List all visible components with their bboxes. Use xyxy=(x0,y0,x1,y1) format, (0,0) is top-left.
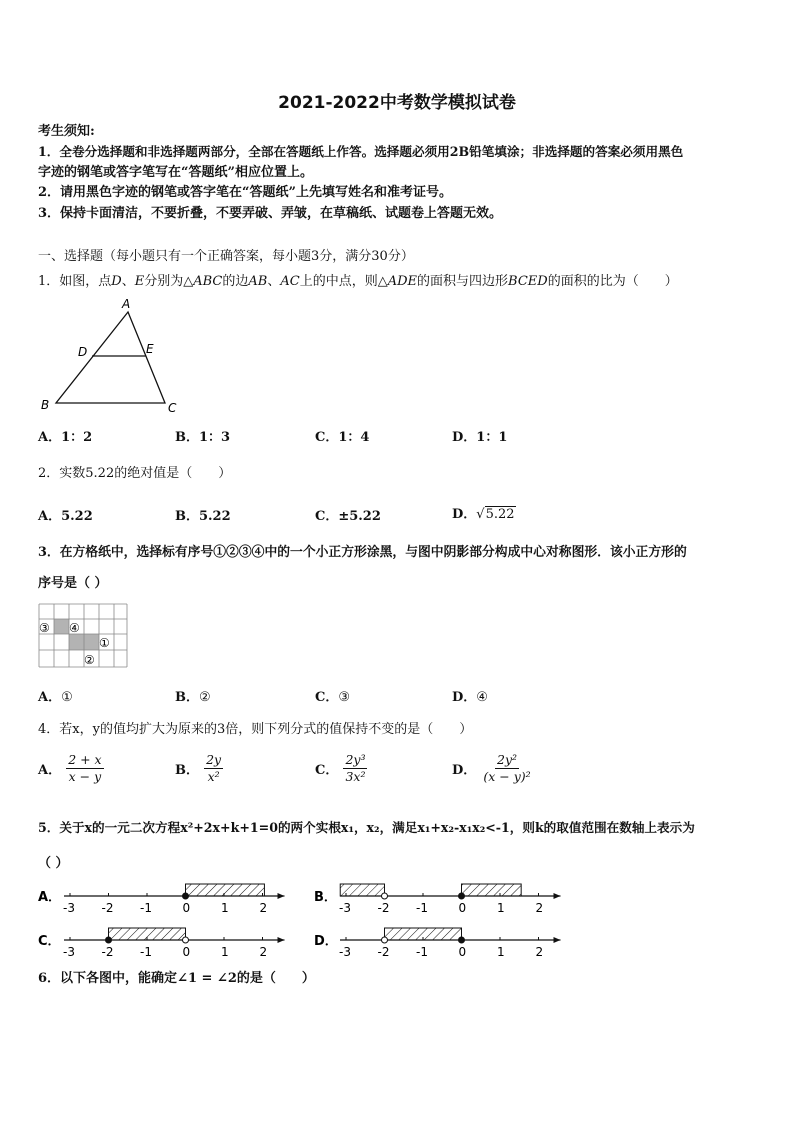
q3-option-b-mark: ② xyxy=(199,690,211,705)
q2-option-c[interactable]: C．±5.22 xyxy=(315,509,381,524)
axis-arrow xyxy=(554,893,561,899)
sqrt-sign: √ xyxy=(476,507,485,522)
number-line-option-label: C． xyxy=(38,934,61,949)
axis-tick-label: 1 xyxy=(497,901,505,915)
axis-tick-label: -2 xyxy=(377,901,390,915)
axis-arrow xyxy=(278,893,285,899)
q4-option-b-label: B． xyxy=(175,763,199,778)
q3-option-c-label: C． xyxy=(315,690,339,705)
q1-sep-2: 、 xyxy=(267,274,281,289)
vertex-c-label: C xyxy=(168,401,177,415)
q5-number-lines xyxy=(36,878,576,968)
number-line-option-label: A． xyxy=(38,890,62,905)
axis-tick-label: -2 xyxy=(377,945,390,959)
q1-text-5: 的面积与四边形 xyxy=(417,274,509,289)
closed-endpoint xyxy=(459,937,465,943)
shaded-square-1 xyxy=(54,619,69,634)
notice-line-1b: 字迹的钢笔或答字笔写在“答题纸”相应位置上。 xyxy=(38,165,313,180)
q4-option-a[interactable] xyxy=(38,752,104,785)
q1-sep-1: 、 xyxy=(121,274,135,289)
q3-grid-figure xyxy=(37,603,129,669)
triangle-abc-outline xyxy=(56,312,165,403)
axis-tick-label: -3 xyxy=(339,901,351,915)
section-heading: 一、选择题（每小题只有一个正确答案，每小题3分，满分30分） xyxy=(38,249,414,264)
axis-tick-label: 0 xyxy=(182,945,191,959)
q1-option-b[interactable]: B．1：3 xyxy=(175,430,231,445)
axis-tick-label: 2 xyxy=(259,945,268,959)
question-3-stem-a: 3．在方格纸中，选择标有序号①②③④中的一个小正方形涂黑，与图中阴影部分构成中心对称图形．该小正方形的 xyxy=(38,545,687,560)
open-endpoint xyxy=(382,937,388,943)
question-2-stem: 2．实数5.22的绝对值是（ ） xyxy=(38,466,232,481)
grid-label-3: ③ xyxy=(39,621,50,635)
axis-tick-label: 0 xyxy=(458,901,467,915)
solution-region xyxy=(186,884,265,896)
page-title: 2021-2022中考数学模拟试卷 xyxy=(278,93,516,113)
axis-tick-label: -2 xyxy=(101,901,114,915)
q1-text-3: 的边 xyxy=(222,274,249,289)
q1-quad-bced: BCED xyxy=(508,274,548,289)
open-endpoint xyxy=(183,937,189,943)
fraction-numerator: 2 + x xyxy=(68,752,102,767)
q1-text-1: 1．如图，点 xyxy=(38,274,112,289)
axis-tick-label: -3 xyxy=(63,901,75,915)
q2-option-d[interactable] xyxy=(452,503,516,522)
q3-option-d-mark: ④ xyxy=(476,690,488,705)
q1-triangle-ade: ADE xyxy=(387,274,418,289)
q1-text-4: 上的中点，则△ xyxy=(299,274,388,289)
notice-line-1a: 1．全卷分选择题和非选择题两部分，全部在答题纸上作答。选择题必须用2B铅笔填涂；非选择题的答案必须用黑色 xyxy=(38,144,684,159)
q1-option-c[interactable]: C．1：4 xyxy=(315,430,370,445)
q4-option-b[interactable] xyxy=(175,752,223,785)
q1-side-ab: AB xyxy=(248,274,268,289)
q4-option-b-fraction xyxy=(204,752,223,785)
q2-option-b[interactable]: B．5.22 xyxy=(175,509,231,524)
fraction-denominator: 3x² xyxy=(345,769,366,784)
q3-option-c-mark: ③ xyxy=(338,690,351,705)
solution-region xyxy=(385,928,462,940)
fraction-numerator: 2y³ xyxy=(345,752,366,767)
grid-label-1: ① xyxy=(99,636,110,650)
q1-text-2: 分别为△ xyxy=(144,274,194,289)
number-line-option-label: B． xyxy=(314,890,337,905)
q1-option-a[interactable]: A．1：2 xyxy=(38,430,93,445)
q1-side-ac: AC xyxy=(280,274,300,289)
q3-option-a-mark: ① xyxy=(61,690,73,705)
q4-option-c-label: C． xyxy=(315,763,339,778)
solution-region xyxy=(340,884,384,896)
question-4-stem: 4．若x，y的值均扩大为原来的3倍，则下列分式的值保持不变的是（ ） xyxy=(38,722,473,737)
fraction-denominator: x² xyxy=(207,769,220,784)
axis-tick-label: -2 xyxy=(101,945,114,959)
solution-region xyxy=(462,884,522,896)
question-5-stem-a: 5．关于x的一元二次方程x²+2x+k+1=0的两个实根x₁，x₂，满足x₁+x₂-x₁x₂<-1，则k的取值范围在数轴上表示为 xyxy=(38,820,695,835)
notice-heading: 考生须知: xyxy=(38,124,95,139)
vertex-b-label: B xyxy=(41,398,50,412)
axis-tick-label: -1 xyxy=(416,901,428,915)
question-5-stem-b: （ ） xyxy=(38,856,69,871)
q1-triangle-figure xyxy=(36,296,186,416)
axis-arrow xyxy=(278,937,285,943)
question-3-stem-b: 序号是（ ） xyxy=(38,576,108,591)
q1-text-6: 的面积的比为（ ） xyxy=(547,274,678,289)
fraction-denominator: (x − y)² xyxy=(483,769,531,784)
q4-option-a-fraction xyxy=(66,752,103,785)
q3-option-a[interactable] xyxy=(38,686,73,705)
q1-point-e: E xyxy=(134,274,145,289)
q3-option-b[interactable] xyxy=(175,686,211,705)
q4-option-a-label: A． xyxy=(38,763,62,778)
q4-option-c[interactable] xyxy=(315,752,367,785)
question-1-stem xyxy=(38,270,678,289)
vertex-a-label: A xyxy=(122,297,131,311)
closed-endpoint xyxy=(183,893,189,899)
axis-tick-label: 1 xyxy=(497,945,505,959)
notice-line-2: 2．请用黑色字迹的钢笔或答字笔在“答题纸”上先填写姓名和准考证号。 xyxy=(38,185,453,200)
axis-tick-label: 2 xyxy=(535,901,544,915)
closed-endpoint xyxy=(459,893,465,899)
axis-tick-label: 1 xyxy=(221,901,229,915)
open-endpoint xyxy=(382,893,388,899)
point-e-label: E xyxy=(146,342,154,356)
notice-line-3: 3．保持卡面清洁，不要折叠，不要弄破、弄皱，在草稿纸、试题卷上答题无效。 xyxy=(38,206,503,221)
fraction-numerator: 2y xyxy=(206,752,222,767)
axis-tick-label: -3 xyxy=(63,945,75,959)
fraction-numerator: 2y² xyxy=(497,752,518,767)
grid-label-4: ④ xyxy=(69,621,80,635)
q4-option-c-fraction xyxy=(343,752,367,785)
axis-tick-label: 1 xyxy=(221,945,229,959)
axis-tick-label: -1 xyxy=(416,945,428,959)
q1-option-d[interactable]: D．1：1 xyxy=(452,430,508,445)
question-6-stem: 6．以下各图中，能确定∠1 = ∠2的是（ ） xyxy=(38,971,315,986)
q3-option-b-label: B． xyxy=(175,690,199,705)
q4-option-d-fraction xyxy=(481,752,532,785)
q2-option-a[interactable]: A．5.22 xyxy=(38,509,93,524)
shaded-square-2 xyxy=(69,634,84,650)
axis-tick-label: -1 xyxy=(140,901,152,915)
q3-option-c[interactable] xyxy=(315,686,350,705)
axis-tick-label: 2 xyxy=(259,901,268,915)
q3-option-d-label: D． xyxy=(452,690,477,705)
axis-tick-label: 0 xyxy=(182,901,191,915)
shaded-square-3 xyxy=(84,634,99,650)
q3-option-d[interactable] xyxy=(452,686,488,705)
axis-tick-label: 2 xyxy=(535,945,544,959)
q1-point-d: D xyxy=(111,274,122,289)
axis-tick-label: 0 xyxy=(458,945,467,959)
solution-region xyxy=(109,928,186,940)
closed-endpoint xyxy=(106,937,112,943)
q3-option-a-label: A． xyxy=(38,690,62,705)
q4-option-d-label: D． xyxy=(452,763,477,778)
q4-option-d[interactable] xyxy=(452,752,533,785)
q1-triangle-abc: ABC xyxy=(193,274,223,289)
axis-tick-label: -1 xyxy=(140,945,152,959)
q2-option-d-radicand: 5.22 xyxy=(485,507,515,522)
number-line-option-label: D． xyxy=(314,934,338,949)
axis-tick-label: -3 xyxy=(339,945,351,959)
grid-label-2: ② xyxy=(84,653,95,667)
axis-arrow xyxy=(554,937,561,943)
q2-option-d-label: D． xyxy=(452,507,477,522)
fraction-denominator: x − y xyxy=(68,769,102,784)
point-d-label: D xyxy=(78,345,88,359)
